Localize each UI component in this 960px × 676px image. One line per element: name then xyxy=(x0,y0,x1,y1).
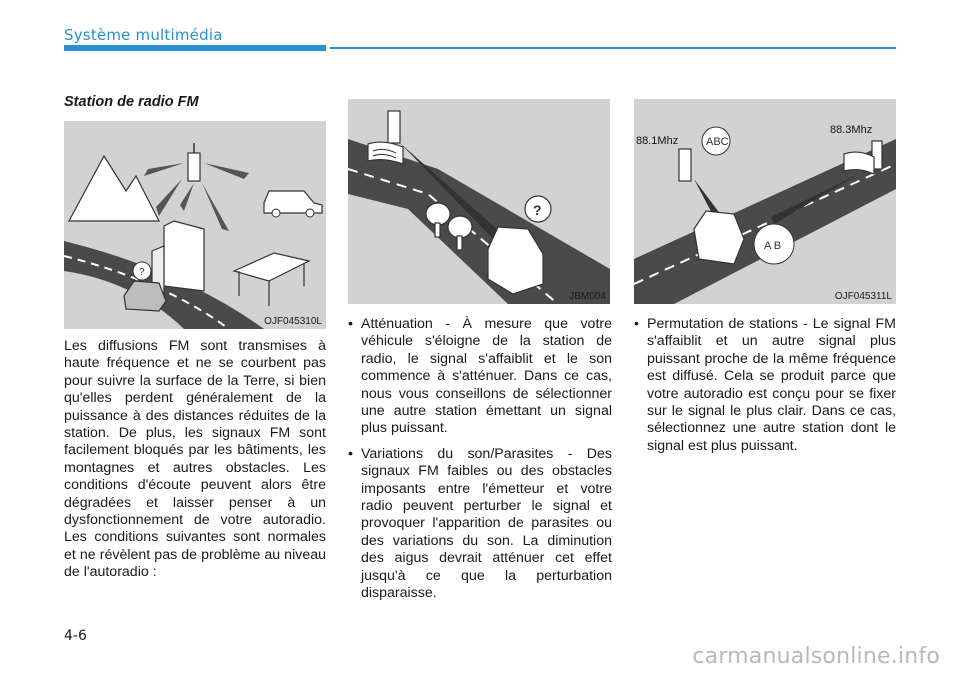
svg-text:ABC: ABC xyxy=(706,136,729,148)
header-accent-bar xyxy=(64,45,326,51)
figure-code: OJF045311L xyxy=(834,291,892,302)
bullet-fading: • Atténuation - À mesure que votre véhicule s'éloigne de la station de radio, le signal s'affaiblit et le son commence à s'atténuer. Dans ce cas, nous vous conseillons de sélectionner une autre station émettant un signal plus puissant. xyxy=(348,316,612,438)
section-title: Station de radio FM xyxy=(64,94,199,110)
bullet-list-col2 xyxy=(348,316,612,611)
watermark: carmanualsonline.info xyxy=(692,644,940,669)
page-number: 4-6 xyxy=(64,628,87,644)
svg-text:A B: A B xyxy=(764,240,782,252)
svg-text:?: ? xyxy=(139,267,145,278)
figure-code: OJF045310L xyxy=(264,316,322,327)
intro-paragraph: Les diffusions FM sont transmises à haute fréquence et ne se courbent pas pour suivre la surface de la Terre, si bien qu'elles perdent généralement de la puissance à des distances réduites de la station. De plus, les signaux FM sont facilement bloqués par les bâtiments, les montagnes et autres obstacles. Les conditions d'écoute peuvent alors être dégradées et laisser penser à un dysfonctionnement de votre autoradio. Les conditions suivantes sont normales et ne révèlent pas de problème au niveau de l'autoradio : xyxy=(64,338,326,581)
bullet-noise: • Variations du son/Parasites - Des signaux FM faibles ou des obstacles imposants entre l'émetteur et votre radio peuvent perturber le signal et provoquer l'apparition de parasites ou des variations du son. La diminution des aigus devrait atténuer cet effet jusqu'à ce que la perturbation disparaisse. xyxy=(348,446,612,603)
figure-station-switch xyxy=(634,99,896,304)
figure-code: JBM004 xyxy=(569,291,606,302)
section-header: Système multimédia xyxy=(64,26,223,44)
freq-right-label: 88.3Mhz xyxy=(830,124,873,136)
header-rule xyxy=(330,47,896,49)
freq-left-label: 88.1Mhz xyxy=(636,135,679,147)
figure-fading xyxy=(348,99,610,304)
svg-text:?: ? xyxy=(533,202,542,218)
bullet-list-col3 xyxy=(634,316,896,463)
figure-fm-broadcast xyxy=(64,121,326,329)
bullet-station-switch: • Permutation de stations - Le signal FM s'affaiblit et un autre signal plus puissant proche de la même fréquence est diffusé. Cela se produit parce que votre autoradio est conçu pour se fixer sur le signal le plus clair. Dans ce cas, sélectionnez une autre station dont le signal est plus puissant. xyxy=(634,316,896,455)
